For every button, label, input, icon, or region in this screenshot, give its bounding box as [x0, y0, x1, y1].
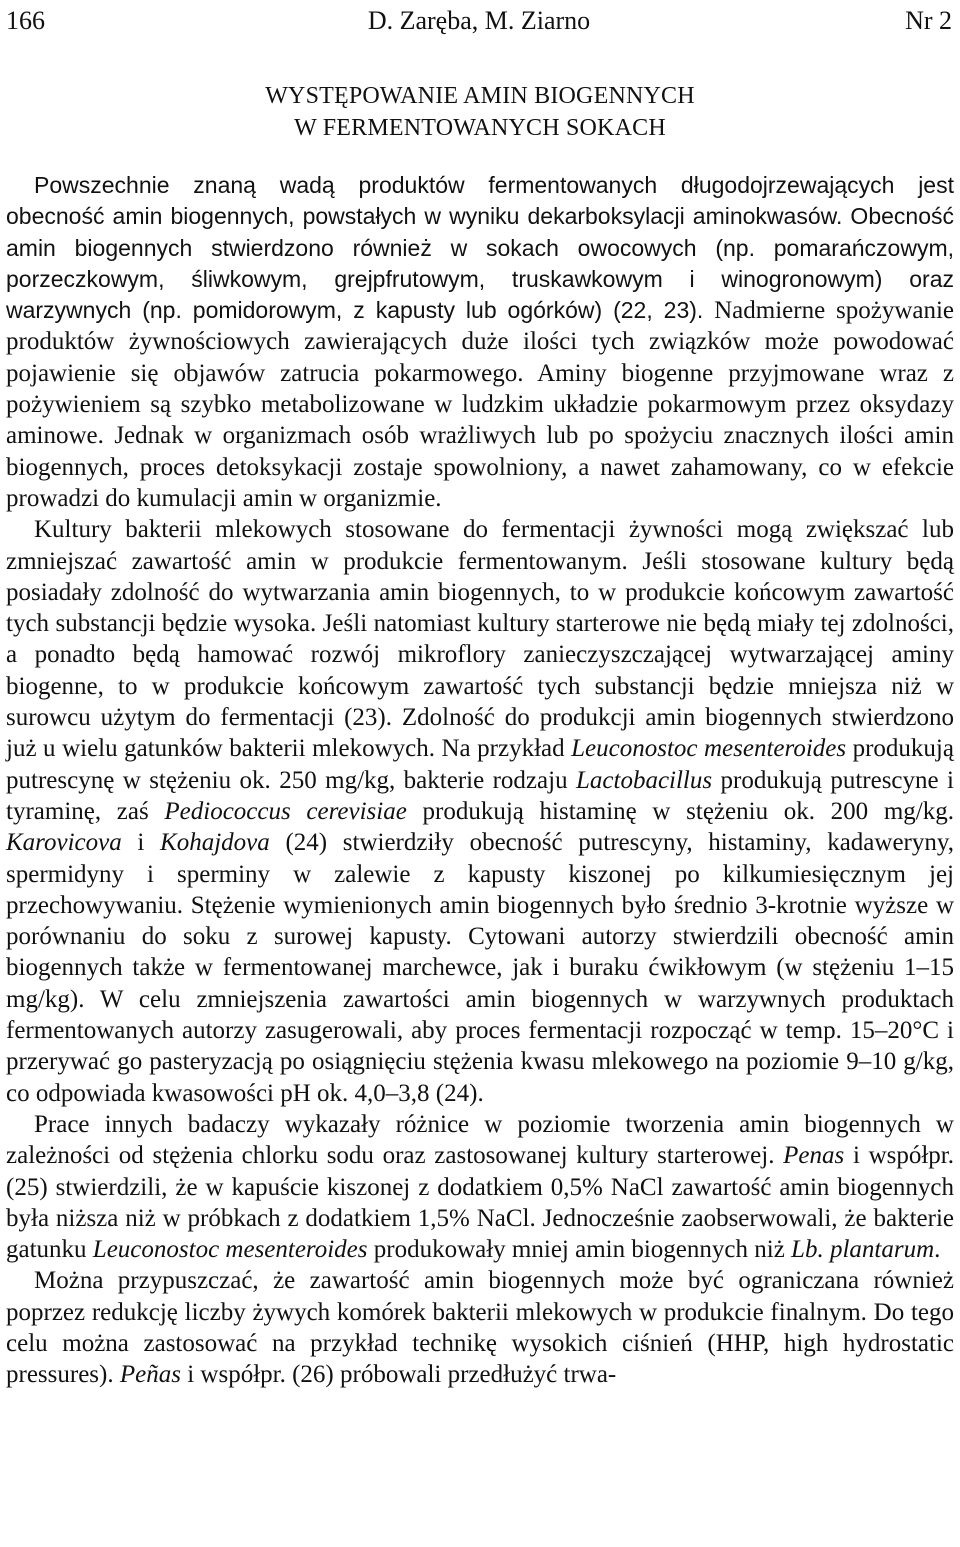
author-name: Peñas [119, 1361, 181, 1389]
author-name: Penas [783, 1142, 845, 1170]
paragraph-4 [6, 1265, 954, 1390]
author-name: Karovicova [6, 829, 122, 857]
article-body [6, 170, 954, 1391]
paragraph-text: produkują putrescynę w stężeniu ok. 250 mg/kg, bakterie rodzaju [6, 735, 954, 794]
species-name: Lb. plantarum [791, 1236, 935, 1264]
running-header [6, 6, 952, 36]
species-name: Lactobacillus [576, 766, 713, 794]
paragraph-1-health-text: Nadmierne spożywanie produktów żywnościowych zawierających duże ilości tych związków może powodować pojawienie się objawów zatrucia pokarmowego. Aminy biogenne przyjmowane wraz z pożywieniem są szybko metabolizowane w ludzkim układzie pokarmowym przez oksydazy aminowe. [6, 297, 955, 450]
paragraph-1 [6, 170, 954, 514]
section-title [0, 80, 960, 144]
page-number: 166 [6, 6, 45, 35]
author-name: Kohajdova [160, 829, 270, 857]
paragraph-text: i [121, 829, 161, 857]
paragraph-text: Kultury bakterii mlekowych stosowane do fermentacji żywności mogą zwiększać lub zmniejszać zawartość amin w produkcie fermentowanym. Jeśli stosowane kultury będą posiadały zdolność do wytwarzania amin biogennych, to w produkcie końcowym zawartość tych substancji będzie wysoka. Jeśli natomiast kultury starterowe nie będą miały tej zdolności, a ponadto będą hamować rozwój mikroflory zanieczyszczającej wytwarzającej aminy biogenne, to w produkcie końcowym zawartość tych substancji będzie mniejsza niż w surowcu użytym do fermentacji (23). Zdolność do produkcji amin biogennych stwierdzono już u wielu gatunków bakterii mlekowych. Na przykład [6, 516, 954, 763]
section-title-line-2: W FERMENTOWANYCH SOKACH [294, 115, 666, 141]
paragraph-text: Prace innych badaczy wykazały różnice w poziomie tworzenia amin biogennych w zależności od stężenia chlorku sodu oraz zastosowanej kultury starterowej. [6, 1110, 954, 1170]
issue-number: Nr 2 [905, 6, 952, 35]
paragraph-1-detox-text: Jednak w organizmach osób wrażliwych lub po spożyciu znacznych ilości amin biogennych, proces detoksykacji zostaje spowolniony, a nawet zahamowany, co w efekcie prowadzi do kumulacji amin w organizmie. [6, 422, 955, 512]
section-title-line-1: WYSTĘPOWANIE AMIN BIOGENNYCH [265, 83, 695, 109]
paragraph-text: produkują histaminę w stężeniu ok. 200 mg/kg. [406, 797, 954, 825]
paragraph-1-intro-text: Powszechnie znaną wadą produktów fermentowanych długodojrzewających jest obecność amin biogennych, powstałych w wyniku dekarboksylacji aminokwasów. Obecność amin biogennych stwierdzono również w sokach owocowych (np. pomarańczowym, porzeczkowym, śliwkowym, grejpfrutowym, truskawkowym i winogronowym) oraz warzywnych (np. pomidorowym, z kapusty lub ogórków) (22, 23). [6, 172, 954, 324]
paragraph-text: i współpr. (25) stwierdzili, że w kapuście kiszonej z dodatkiem 0,5% NaCl zawartość amin biogennych była niższa niż w próbkach z dodatkiem 1,5% NaCl. Jednocześnie zaobserwowali, że bakterie gatunku [6, 1142, 954, 1264]
running-head-authors: D. Zaręba, M. Ziarno [367, 6, 591, 35]
paragraph-text: Można przypuszczać, że zawartość amin biogennych może być ograniczana również poprzez redukcję liczby żywych komórek bakterii mlekowych w produkcie finalnym. Do tego celu można zastosować na przykład technikę wysokich ciśnień (HHP, high hydrostatic pressures). [6, 1267, 954, 1389]
paragraph-text: . [934, 1236, 941, 1264]
species-name: Leuconostoc mesenteroides [92, 1236, 368, 1264]
paragraph-text: produkowały mniej amin biogennych niż [367, 1236, 792, 1264]
paragraph-3 [6, 1109, 954, 1265]
paragraph-text: i współpr. (26) próbowali przedłużyć trwa- [180, 1361, 617, 1389]
species-name: Pediococcus cerevisiae [164, 797, 407, 825]
paragraph-text: (24) stwierdziły obecność putrescyny, histaminy, kadaweryny, spermidyny i sperminy w zalewie z kapusty kiszonej po kilkumiesięcznym jej przechowywaniu. Stężenie wymienionych amin biogennych było średnio 3-krotnie wyższe w porównaniu do soku z surowej kapusty. Cytowani autorzy stwierdzili obecność amin biogennych także w fermentowanej marchewce, jak i buraku ćwikłowym (w stężeniu 1–15 mg/kg). W celu zmniejszenia zawartości amin biogennych w warzywnych produktach fermentowanych autorzy zasugerowali, aby proces fermentacji rozpocząć w temp. 15–20°C i przerywać go pasteryzacją po osiągnięciu stężenia kwasu mlekowego na poziomie 9–10 g/kg, co odpowiada kwasowości pH ok. 4,0–3,8 (24). [6, 829, 954, 1107]
species-name: Leuconostoc mesenteroides [571, 735, 847, 763]
paragraph-2 [6, 514, 954, 1109]
paragraph-text: produkują putrescyne i tyraminę, zaś [6, 766, 954, 825]
